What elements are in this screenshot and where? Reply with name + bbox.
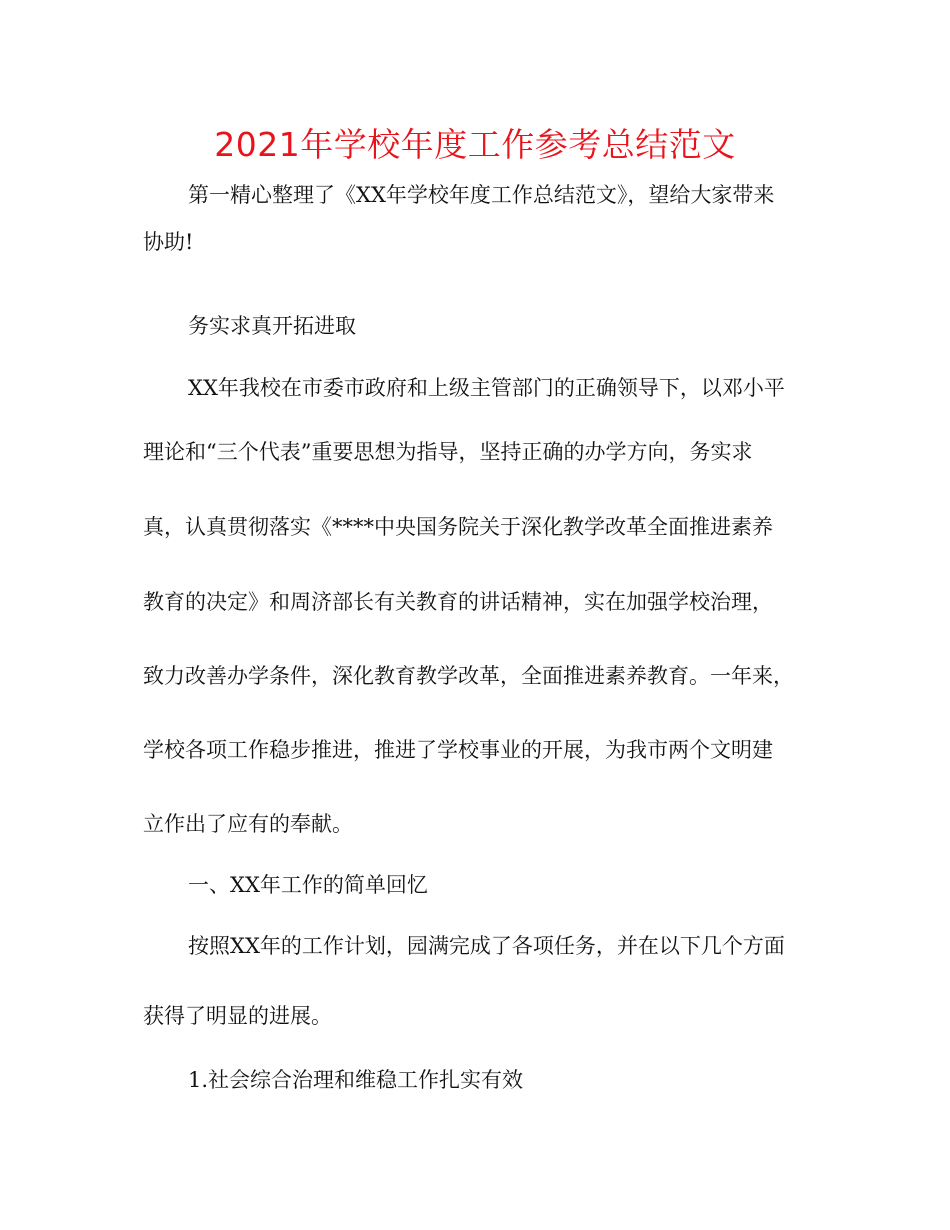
- document-title: 2021年学校年度工作参考总结范文: [214, 125, 736, 164]
- paragraph-line: 致力改善办学条件，深化教育教学改革，全面推进素养教育。一年来，: [143, 664, 794, 688]
- paragraph-line: 真，认真贯彻落实《****中央国务院关于深化教学改革全面推进素养: [143, 515, 773, 539]
- paragraph-line: 按照XX年的工作计划，园满完成了各项任务，并在以下几个方面: [188, 934, 785, 958]
- paragraph-line: 教育的决定》和周济部长有关教育的讲话精神，实在加强学校治理，: [143, 590, 773, 614]
- paragraph-line: 学校各项工作稳步推进，推进了学校事业的开展，为我市两个文明建: [143, 738, 773, 762]
- paragraph-line: 获得了明显的进展。: [143, 1004, 332, 1028]
- section-heading: 务实求真开拓进取: [188, 314, 356, 338]
- paragraph-line: 立作出了应有的奉献。: [143, 812, 353, 836]
- paragraph-line: 第一精心整理了《XX年学校年度工作总结范文》，望给大家带来: [188, 183, 775, 207]
- section-heading: 一、XX年工作的简单回忆: [188, 873, 428, 897]
- subsection-heading: 1.社会综合治理和维稳工作扎实有效: [188, 1068, 524, 1092]
- paragraph-line: 理论和“三个代表”重要思想为指导，坚持正确的办学方向，务实求: [143, 440, 753, 464]
- paragraph-line: XX年我校在市委市政府和上级主管部门的正确领导下，以邓小平: [188, 376, 785, 400]
- paragraph-line: 协助!: [143, 230, 194, 254]
